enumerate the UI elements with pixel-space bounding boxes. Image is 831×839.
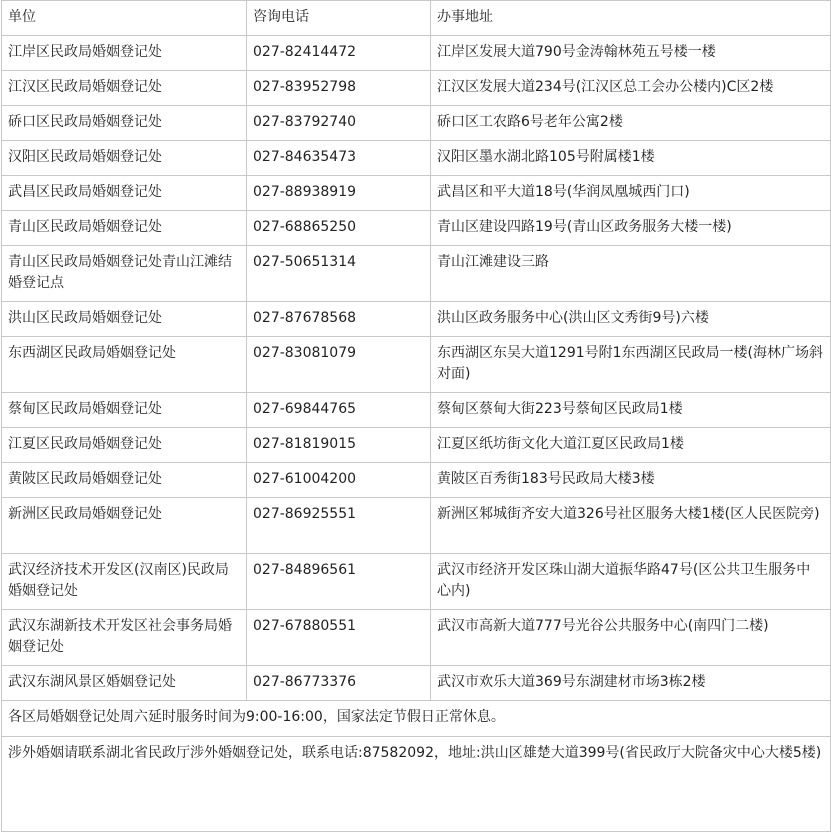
table-row <box>2 246 831 302</box>
saturday-hours-note: 各区局婚姻登记处周六延时服务时间为9:00-16:00，国家法定节假日正常休息。 <box>2 701 831 737</box>
unit-cell: 汉阳区民政局婚姻登记处 <box>2 141 247 176</box>
address-cell: 黄陂区百秀街183号民政局大楼3楼 <box>431 463 831 498</box>
header-unit: 单位 <box>2 1 247 36</box>
table-row <box>2 211 831 246</box>
unit-cell: 新洲区民政局婚姻登记处 <box>2 498 247 554</box>
phone-cell: 027-84896561 <box>247 554 431 610</box>
unit-cell: 江汉区民政局婚姻登记处 <box>2 71 247 106</box>
address-cell: 汉阳区墨水湖北路105号附属楼1楼 <box>431 141 831 176</box>
table-row <box>2 36 831 71</box>
table-row <box>2 428 831 463</box>
unit-cell: 青山区民政局婚姻登记处青山江滩结婚登记点 <box>2 246 247 302</box>
address-cell: 新洲区邾城街齐安大道326号社区服务大楼1楼(区人民医院旁) <box>431 498 831 554</box>
address-cell: 江岸区发展大道790号金涛翰林苑五号楼一楼 <box>431 36 831 71</box>
address-cell: 江夏区纸坊街文化大道江夏区民政局1楼 <box>431 428 831 463</box>
phone-cell: 027-84635473 <box>247 141 431 176</box>
phone-cell: 027-81819015 <box>247 428 431 463</box>
phone-cell: 027-82414472 <box>247 36 431 71</box>
address-cell: 青山江滩建设三路 <box>431 246 831 302</box>
note-row <box>2 737 831 832</box>
table-row <box>2 610 831 666</box>
address-cell: 武汉市欢乐大道369号东湖建材市场3栋2楼 <box>431 666 831 701</box>
table-row <box>2 302 831 337</box>
unit-cell: 武汉东湖风景区婚姻登记处 <box>2 666 247 701</box>
address-cell: 青山区建设四路19号(青山区政务服务大楼一楼) <box>431 211 831 246</box>
note-row <box>2 701 831 737</box>
table-row <box>2 498 831 554</box>
unit-cell: 硚口区民政局婚姻登记处 <box>2 106 247 141</box>
table-row <box>2 337 831 393</box>
phone-cell: 027-86773376 <box>247 666 431 701</box>
table-row <box>2 666 831 701</box>
unit-cell: 东西湖区民政局婚姻登记处 <box>2 337 247 393</box>
unit-cell: 武汉经济技术开发区(汉南区)民政局婚姻登记处 <box>2 554 247 610</box>
unit-cell: 武汉东湖新技术开发区社会事务局婚姻登记处 <box>2 610 247 666</box>
phone-cell: 027-50651314 <box>247 246 431 302</box>
address-cell: 蔡甸区蔡甸大街223号蔡甸区民政局1楼 <box>431 393 831 428</box>
phone-cell: 027-87678568 <box>247 302 431 337</box>
address-cell: 东西湖区东吴大道1291号附1东西湖区民政局一楼(海林广场斜对面) <box>431 337 831 393</box>
table-row <box>2 393 831 428</box>
unit-cell: 洪山区民政局婚姻登记处 <box>2 302 247 337</box>
address-cell: 武汉市经济开发区珠山湖大道振华路47号(区公共卫生服务中心内) <box>431 554 831 610</box>
address-cell: 武汉市高新大道777号光谷公共服务中心(南四门二楼) <box>431 610 831 666</box>
unit-cell: 蔡甸区民政局婚姻登记处 <box>2 393 247 428</box>
foreign-marriage-note: 涉外婚姻请联系湖北省民政厅涉外婚姻登记处，联系电话:87582092，地址:洪山区雄楚大道399号(省民政厅大院备灾中心大楼5楼) <box>2 737 831 832</box>
phone-cell: 027-69844765 <box>247 393 431 428</box>
table-header-row <box>2 1 831 36</box>
address-cell: 洪山区政务服务中心(洪山区文秀街9号)六楼 <box>431 302 831 337</box>
phone-cell: 027-68865250 <box>247 211 431 246</box>
table-row <box>2 463 831 498</box>
header-address: 办事地址 <box>431 1 831 36</box>
phone-cell: 027-83792740 <box>247 106 431 141</box>
unit-cell: 江岸区民政局婚姻登记处 <box>2 36 247 71</box>
unit-cell: 黄陂区民政局婚姻登记处 <box>2 463 247 498</box>
phone-cell: 027-61004200 <box>247 463 431 498</box>
table-row <box>2 106 831 141</box>
header-phone: 咨询电话 <box>247 1 431 36</box>
unit-cell: 江夏区民政局婚姻登记处 <box>2 428 247 463</box>
table-row <box>2 141 831 176</box>
unit-cell: 青山区民政局婚姻登记处 <box>2 211 247 246</box>
table-row <box>2 554 831 610</box>
registration-office-table <box>1 0 831 832</box>
phone-cell: 027-88938919 <box>247 176 431 211</box>
unit-cell: 武昌区民政局婚姻登记处 <box>2 176 247 211</box>
address-cell: 硚口区工农路6号老年公寓2楼 <box>431 106 831 141</box>
address-cell: 江汉区发展大道234号(江汉区总工会办公楼内)C区2楼 <box>431 71 831 106</box>
address-cell: 武昌区和平大道18号(华润凤凰城西门口) <box>431 176 831 211</box>
table-row <box>2 176 831 211</box>
table-row <box>2 71 831 106</box>
phone-cell: 027-83952798 <box>247 71 431 106</box>
phone-cell: 027-67880551 <box>247 610 431 666</box>
phone-cell: 027-83081079 <box>247 337 431 393</box>
phone-cell: 027-86925551 <box>247 498 431 554</box>
